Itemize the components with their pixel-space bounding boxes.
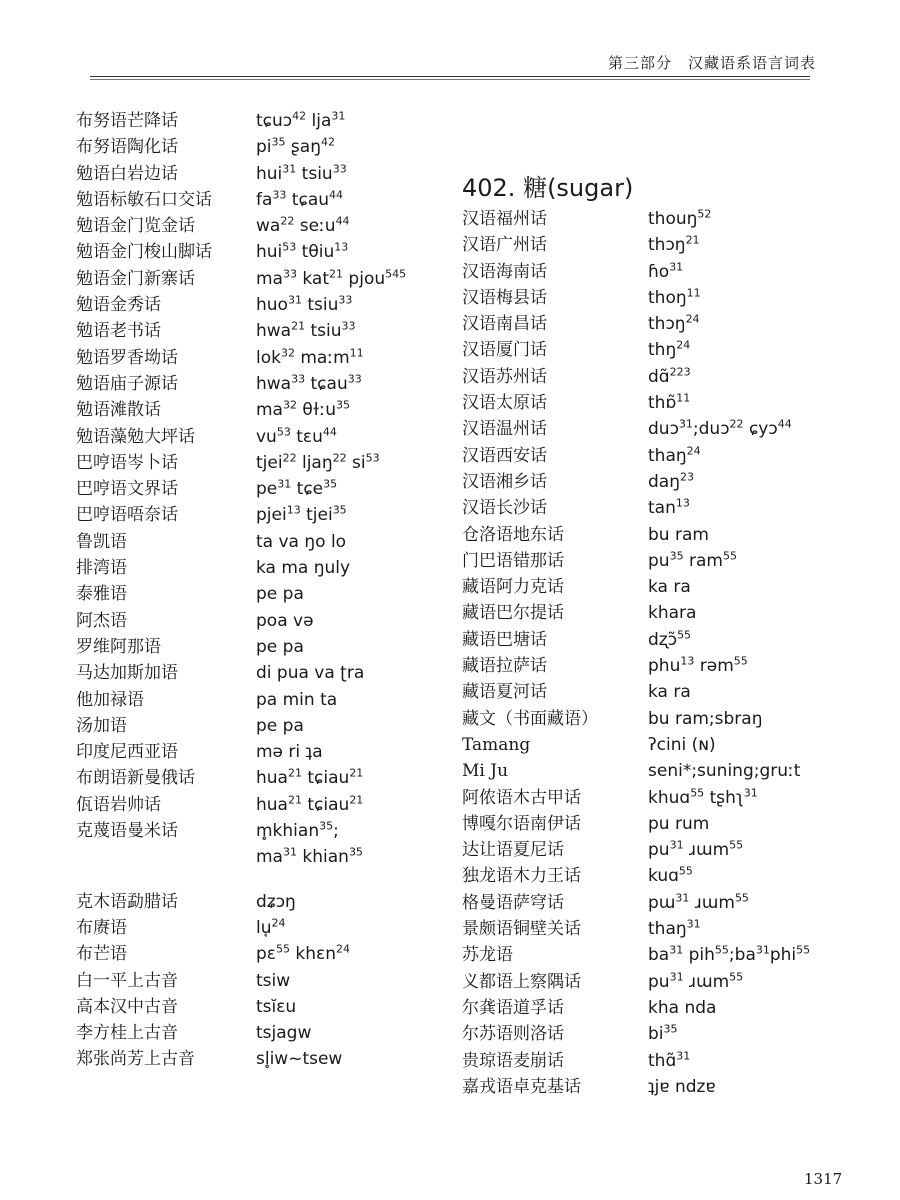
left-column [76, 108, 456, 1073]
language-name: 汉语太原话 [462, 393, 547, 414]
language-name: 阿侬语木古甲话 [462, 787, 581, 808]
language-name: 勉语金门新寨话 [76, 268, 195, 289]
entry-row [76, 1046, 456, 1072]
word-form: thaŋ$^{31}$ [648, 917, 701, 940]
entry-row [462, 995, 882, 1021]
language-name: 汉语海南话 [462, 261, 547, 282]
word-form: $pe^{31}$ tɕe$^{35}$ [256, 477, 338, 500]
language-name: 藏文（书面藏语） [462, 708, 598, 729]
entry-row [76, 476, 456, 502]
language-name: 勉语藻勉大坪话 [76, 426, 195, 447]
word-form: kuɑ$^{55}$ [648, 864, 693, 887]
entry-row [462, 1048, 882, 1074]
entry-row [76, 792, 456, 818]
language-name: 汉语长沙话 [462, 498, 547, 519]
word-form: pe pa [256, 584, 304, 605]
language-name: 嘉戎语卓克基话 [462, 1076, 581, 1097]
word-form: $\tan^{13}$ [648, 496, 690, 519]
right-column [462, 206, 882, 1100]
entry-row [76, 292, 456, 318]
language-name: 勉语金秀话 [76, 295, 161, 316]
language-name: 汉语南昌话 [462, 314, 547, 335]
word-form: hui$^{31}$ tsiu$^{33}$ [256, 161, 347, 184]
word-form: $pi^{35}$ ʂaŋ$^{42}$ [256, 135, 335, 158]
entry-row [462, 285, 882, 311]
word-form: hwa$^{33}$ tɕau$^{33}$ [256, 372, 362, 394]
entry-row [76, 239, 456, 265]
word-form: pe pa [256, 715, 304, 736]
entry-row [462, 890, 882, 916]
word-form: pɛ$^{55}$ khɛn$^{24}$ [256, 942, 350, 965]
language-name: 藏语巴尔提话 [462, 603, 564, 624]
language-name: 马达加斯加语 [76, 663, 178, 684]
language-name: 阿杰语 [76, 610, 127, 631]
language-name: 景颇语铜壁关话 [462, 919, 581, 940]
entry-row [462, 627, 882, 653]
entry-row [76, 397, 456, 423]
word-form: ka ma ŋuly [256, 558, 351, 579]
word-form: hua$^{21}$ tɕiau$^{21}$ [256, 766, 364, 789]
entry-row [462, 206, 882, 232]
word-form: $pu^{31}$ ɹɯm$^{55}$ [648, 838, 744, 861]
language-name: 郑张尚芳上古音 [76, 1049, 195, 1070]
language-name: 巴哼语文界话 [76, 479, 178, 500]
word-form: thouŋ$^{52}$ [648, 207, 712, 229]
language-name: 苏龙语 [462, 945, 513, 966]
entry-row [76, 424, 456, 450]
word-form: ka ra [648, 577, 691, 598]
language-name: 达让语夏尼话 [462, 840, 564, 861]
language-name: 义都语上察隅话 [462, 971, 581, 992]
language-name: 汉语广州话 [462, 235, 547, 256]
language-name: 门巴语错那话 [462, 550, 564, 571]
entry-row [76, 161, 456, 187]
entry-row [462, 600, 882, 626]
language-name: 布芒语 [76, 944, 127, 965]
entry-row [462, 758, 882, 784]
spacer [76, 871, 456, 889]
word-form: $wa^{22}$ seːu$^{44}$ [256, 214, 350, 237]
word-form: tjei$^{22}$ ljaŋ$^{22}$ $si^{53}$ [256, 451, 380, 473]
language-name: 克木语勐腊话 [76, 891, 178, 912]
entry-row [462, 837, 882, 863]
language-name: 巴哼语唔奈话 [76, 505, 178, 526]
entry-row [462, 916, 882, 942]
running-header: 第三部分 汉藏语系语言词表 [608, 54, 817, 72]
entry-row [462, 942, 882, 968]
language-name: 排湾语 [76, 558, 127, 579]
entry-row [76, 134, 456, 160]
entry-row [462, 364, 882, 390]
language-name: 他加禄语 [76, 689, 144, 710]
entry-row [76, 345, 456, 371]
entry-row [462, 337, 882, 363]
language-name: Mi Ju [462, 761, 509, 782]
word-form: $bi^{35}$ [648, 1022, 678, 1045]
word-form: thɔŋ$^{21}$ [648, 233, 700, 256]
entry-row [76, 318, 456, 344]
entry-row [462, 548, 882, 574]
language-name: 鲁凯语 [76, 531, 127, 552]
entry-row [462, 785, 882, 811]
entry-row [462, 390, 882, 416]
word-form: pu rum [648, 813, 710, 834]
word-form: $pu^{31}$ ɹɯm$^{55}$ [648, 969, 744, 992]
entry-row [462, 469, 882, 495]
word-form: khuɑ$^{55}$ tʂhʅ$^{31}$ [648, 785, 758, 808]
entry-row [462, 653, 882, 679]
word-form: $ma^{32}$ θɫːu$^{35}$ [256, 398, 351, 421]
word-form: ka ra [648, 682, 691, 703]
word-form: $ma^{33}$ kat$^{21}$ pjou$^{545}$ [256, 267, 407, 289]
entry-row [76, 713, 456, 739]
language-name: 勉语金门梭山脚话 [76, 242, 212, 263]
language-name: 汉语苏州话 [462, 366, 547, 387]
language-name: 博嘎尔语南伊话 [462, 813, 581, 834]
header-rule-thin [90, 79, 810, 80]
word-form: thɒ̃$^{11}$ [648, 391, 691, 414]
language-name: 勉语标敏石口交话 [76, 189, 212, 210]
entry-row [462, 311, 882, 337]
language-name: 印度尼西亚语 [76, 742, 178, 763]
entry-row [76, 266, 456, 292]
word-form: hwa$^{21}$ tsiu$^{33}$ [256, 319, 356, 342]
language-name: 贵琼语麦崩话 [462, 1050, 564, 1071]
language-name: 仓洛语地东话 [462, 524, 564, 545]
language-name: 勉语罗香坳话 [76, 347, 178, 368]
language-name: 李方桂上古音 [76, 1023, 178, 1044]
word-form: $ba^{31}$ $pih^{55};ba^{31}phi^{55}$ [648, 943, 811, 966]
entry-row [76, 818, 456, 844]
word-form: $ma^{31}$ khian$^{35}$ [256, 845, 363, 868]
word-form: seni*;suning;gruːt [648, 761, 801, 782]
entry-row [462, 1074, 882, 1100]
language-name: 汉语厦门话 [462, 340, 547, 361]
word-form: $fa^{33}$ tɕau$^{44}$ [256, 188, 344, 210]
word-form: khara [648, 603, 697, 624]
entry-row [76, 529, 456, 555]
word-form: thŋ$^{24}$ [648, 338, 691, 361]
entry-row [462, 443, 882, 469]
entry-row [76, 687, 456, 713]
entry-row [76, 994, 456, 1020]
language-name: 高本汉中古音 [76, 996, 178, 1017]
language-name: 汉语西安话 [462, 445, 547, 466]
language-name: 藏语阿力克话 [462, 577, 564, 598]
entry-row [462, 732, 882, 758]
language-name: 佤语岩帅话 [76, 794, 161, 815]
language-name: 汤加语 [76, 715, 127, 736]
language-name: 尔龚语道孚话 [462, 997, 564, 1018]
word-form: daŋ$^{23}$ [648, 470, 694, 492]
entry-row [76, 213, 456, 239]
word-form: duɔ$^{31}$;duɔ$^{22}$ ɕyɔ$^{44}$ [648, 417, 792, 440]
entry-row [462, 706, 882, 732]
word-form: ʔcini (ɴ) [648, 734, 716, 755]
entry-row [462, 416, 882, 442]
header-rule [90, 76, 810, 77]
language-name: 布赓语 [76, 917, 127, 938]
word-form: ʇjɐ ndzɐ [648, 1076, 716, 1097]
word-form: dʐɔ̃$^{55}$ [648, 628, 692, 650]
entry-row [462, 574, 882, 600]
entry-row [462, 495, 882, 521]
word-form: kha nda [648, 997, 717, 1018]
word-form: hui$^{53}$ tθiu$^{13}$ [256, 240, 349, 263]
entry-row [76, 450, 456, 476]
word-form: ta va ŋo lo [256, 531, 347, 552]
word-form: bu ram;sbraŋ [648, 708, 763, 729]
language-name: 布朗语新曼俄话 [76, 768, 195, 789]
entry-row [462, 232, 882, 258]
entry-row [76, 634, 456, 660]
word-form: sl̥iw~tsew [256, 1049, 343, 1070]
word-form: di pua va ʈra [256, 663, 365, 684]
word-form: thaŋ$^{24}$ [648, 444, 701, 466]
entry-row [76, 844, 456, 870]
word-form: thɔŋ$^{24}$ [648, 312, 700, 335]
language-name: 藏语拉萨话 [462, 656, 547, 677]
entry-row [76, 187, 456, 213]
word-form: poa və [256, 610, 314, 631]
language-name: 汉语福州话 [462, 209, 547, 229]
language-name: 布努语陶化话 [76, 137, 178, 158]
language-name: 汉语温州话 [462, 419, 547, 440]
entry-row [76, 915, 456, 941]
language-name: 勉语庙子源话 [76, 373, 178, 394]
word-form: tsjagw [256, 1023, 312, 1044]
language-name: Tamang [462, 734, 531, 755]
word-form: tsiw [256, 970, 291, 991]
entry-row [462, 1021, 882, 1047]
word-form: bu ram [648, 524, 709, 545]
entry-row [462, 522, 882, 548]
entry-row [76, 765, 456, 791]
word-form: thoŋ$^{11}$ [648, 286, 701, 308]
entry-row [76, 1020, 456, 1046]
entry-row [76, 581, 456, 607]
word-form: pa min ta [256, 689, 338, 710]
entry-row [76, 889, 456, 915]
word-form: dʑɔŋ [256, 891, 296, 912]
language-name: 独龙语木力王话 [462, 866, 581, 887]
word-form: tsĭɛu [256, 996, 297, 1017]
entry-row [76, 941, 456, 967]
word-form: m̥khian$^{35}$; [256, 819, 339, 842]
word-form: mə ri ʇa [256, 742, 323, 763]
language-name: 巴哼语岑卜话 [76, 452, 178, 473]
language-name: 白一平上古音 [76, 970, 178, 991]
language-name: 勉语白岩边话 [76, 163, 178, 184]
entry-row [76, 371, 456, 397]
section-title: 402. 糖(sugar) [462, 174, 634, 202]
language-name: 汉语梅县话 [462, 287, 547, 308]
entry-row [76, 968, 456, 994]
language-name: 勉语滩散话 [76, 400, 161, 421]
language-name: 克蔑语曼米话 [76, 821, 178, 842]
word-form: huo$^{31}$ tsiu$^{33}$ [256, 293, 353, 316]
word-form: ɦo$^{31}$ [648, 259, 684, 282]
word-form: pe pa [256, 636, 304, 657]
language-name: 格曼语萨穹话 [462, 892, 564, 913]
language-name: 藏语巴塘话 [462, 629, 547, 650]
word-form: dɑ̃$^{223}$ [648, 365, 691, 387]
word-form: lok$^{32}$ maːm$^{11}$ [256, 346, 364, 368]
entry-row [76, 108, 456, 134]
word-form: $vu^{53}$ tɛu$^{44}$ [256, 424, 337, 447]
language-name: 布努语芒降话 [76, 111, 178, 131]
language-name: 汉语湘乡话 [462, 471, 547, 492]
language-name: 藏语夏河话 [462, 682, 547, 703]
word-form: $pu^{35}$ ram$^{55}$ [648, 549, 737, 571]
entry-row [462, 679, 882, 705]
entry-row [462, 811, 882, 837]
word-form: hua$^{21}$ tɕiau$^{21}$ [256, 793, 364, 815]
word-form: thɑ̃$^{31}$ [648, 1048, 691, 1071]
entry-row [462, 969, 882, 995]
entry-row [462, 863, 882, 889]
entry-row [76, 502, 456, 528]
language-name: 勉语老书话 [76, 321, 161, 342]
word-form: pjei$^{13}$ tjei$^{35}$ [256, 503, 347, 526]
language-name: 勉语金门览金话 [76, 216, 195, 237]
language-name: 尔苏语则洛话 [462, 1024, 564, 1045]
page-number: 1317 [804, 1170, 843, 1188]
language-name: 罗维阿那语 [76, 636, 161, 657]
entry-row [76, 555, 456, 581]
word-form: tɕuɔ$^{42}$ lja$^{31}$ [256, 109, 346, 131]
entry-row [76, 660, 456, 686]
word-form: phu$^{13}$ rəm$^{55}$ [648, 654, 748, 677]
entry-row [76, 608, 456, 634]
language-name: 泰雅语 [76, 584, 127, 605]
entry-row [76, 739, 456, 765]
word-form: pɯ$^{31}$ ɹɯm$^{55}$ [648, 891, 749, 913]
word-form: lu̘$^{24}$ [256, 916, 286, 938]
entry-row [462, 259, 882, 285]
